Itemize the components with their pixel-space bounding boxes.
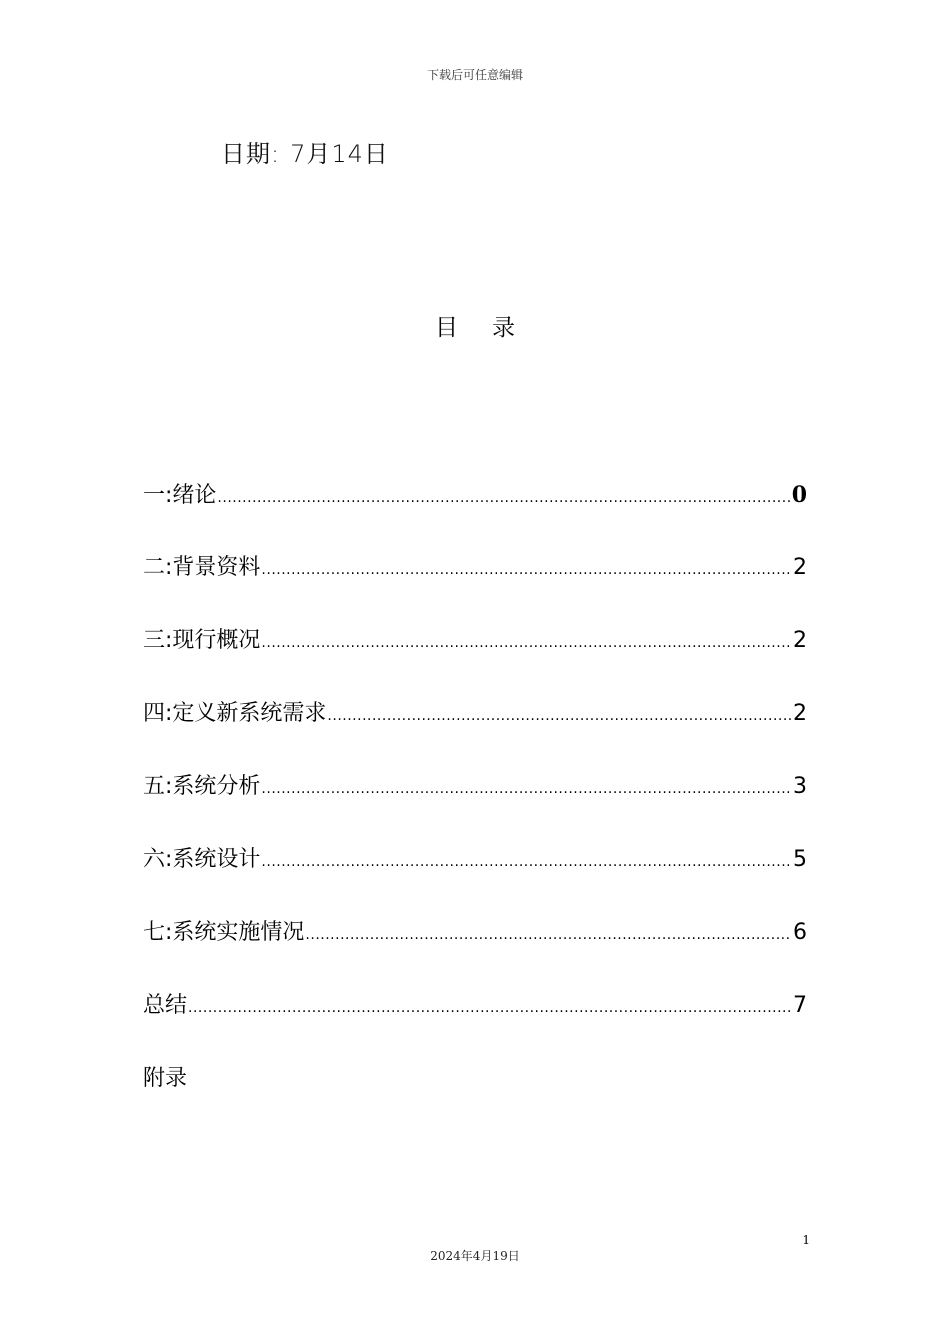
toc-item-analysis[interactable]	[143, 770, 807, 843]
toc-item-page: 5	[793, 847, 807, 872]
toc-leader-dots	[217, 481, 790, 515]
toc-item-introduction[interactable]	[143, 478, 807, 551]
toc-item-label: 六:系统设计	[143, 847, 261, 872]
toc-item-page: 3	[793, 774, 807, 799]
toc-leader-dots	[261, 772, 792, 806]
toc-leader-dots	[188, 991, 792, 1025]
toc-item-implementation[interactable]	[143, 916, 807, 989]
toc-item-label: 五:系统分析	[143, 774, 261, 799]
toc-item-page: 6	[793, 920, 807, 945]
toc-leader-dots	[261, 626, 792, 660]
toc-item-page: 0	[791, 482, 807, 508]
toc-leader-dots	[327, 699, 792, 733]
toc-item-appendix[interactable]: 附录	[143, 1066, 188, 1091]
page-number: 1	[802, 1233, 810, 1247]
toc-item-label: 四:定义新系统需求	[143, 701, 327, 726]
toc-item-label: 总结	[143, 993, 188, 1018]
toc-item-page: 2	[793, 701, 807, 726]
date-line	[221, 134, 399, 169]
toc-item-page: 2	[793, 555, 807, 580]
table-of-contents	[143, 478, 807, 1062]
toc-item-design[interactable]	[143, 843, 807, 916]
date-label: 日期:	[221, 140, 281, 168]
toc-item-background[interactable]	[143, 551, 807, 624]
toc-item-label: 七:系统实施情况	[143, 920, 305, 945]
toc-item-page: 2	[793, 628, 807, 653]
footer-date: 2024年4月19日	[430, 1249, 520, 1263]
toc-title: 目录	[435, 315, 549, 341]
header-note: 下载后可任意编辑	[426, 68, 523, 82]
toc-item-current-status[interactable]	[143, 624, 807, 697]
toc-item-page: 7	[793, 993, 807, 1018]
toc-leader-dots	[261, 553, 792, 587]
toc-item-label: 二:背景资料	[143, 555, 261, 580]
toc-item-summary[interactable]	[143, 989, 807, 1062]
toc-item-requirements[interactable]	[143, 697, 807, 770]
toc-item-label: 三:现行概况	[143, 628, 261, 653]
toc-leader-dots	[261, 845, 792, 879]
toc-leader-dots	[305, 918, 792, 952]
toc-item-label: 一:绪论	[143, 483, 217, 508]
date-value: 7月14日	[290, 140, 389, 168]
